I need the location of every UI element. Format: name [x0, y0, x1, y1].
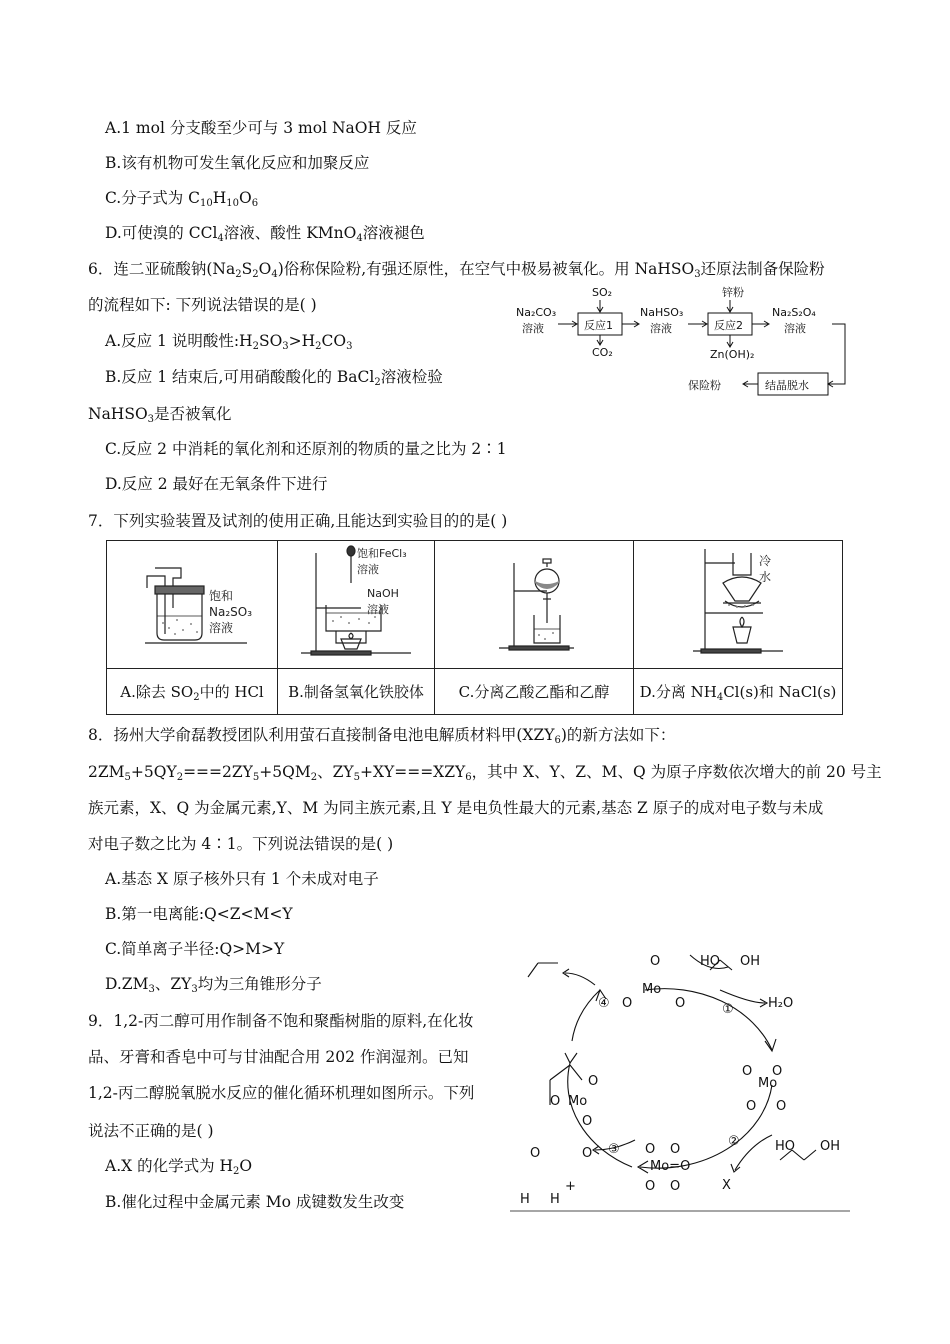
svg-text:饱和FeCl₃: 饱和FeCl₃	[357, 546, 407, 560]
svg-text:O: O	[645, 1142, 656, 1157]
flow-end-label2: 溶液	[784, 322, 806, 335]
svg-text:Mo: Mo	[758, 1076, 778, 1091]
q9-stem-line1: 9．1,2-丙二醇可用作制备不饱和聚酯树脂的原料,在化妆	[88, 1012, 474, 1030]
q8-option-c: C.简单离子半径:Q>M>Y	[105, 940, 285, 958]
q8-stem-line1: 8．扬州大学俞磊教授团队利用萤石直接制备电池电解质材料甲$(XZY_6)$的新方法如下：	[88, 726, 676, 746]
flow-start-label: Na₂CO₃	[516, 306, 557, 319]
svg-text:冷: 冷	[759, 553, 772, 568]
svg-text:NaOH: NaOH	[367, 586, 399, 600]
svg-text:O: O	[742, 1064, 753, 1079]
q7-apparatus-table	[106, 540, 843, 715]
svg-text:Na₂SO₃: Na₂SO₃	[209, 604, 253, 619]
q7-caption-b: B.制备氢氧化铁胶体	[278, 669, 435, 715]
q7-stem: 7．下列实验装置及试剂的使用正确,且能达到实验目的的是( )	[88, 512, 508, 530]
svg-text:④: ④	[598, 996, 610, 1011]
gas-washing-bottle-icon	[117, 548, 267, 658]
q6-option-d: D.反应 2 最好在无氧条件下进行	[105, 475, 328, 493]
svg-text:O: O	[645, 1179, 656, 1194]
svg-text:Mo: Mo	[568, 1094, 588, 1109]
flow-start-label2: 溶液	[522, 322, 544, 335]
q9-option-a: A.X 的化学式为 $H_2O$	[105, 1157, 253, 1177]
svg-text:O: O	[670, 1142, 681, 1157]
flow-cryst-label: 结晶脱水	[765, 379, 809, 392]
q7-caption-c: C.分离乙酸乙酯和乙醇	[435, 669, 634, 715]
q7-cell-apparatus-b	[278, 541, 435, 669]
q8-equation-line: $2ZM_5+5QY_2===2ZY_5+5QM_2$、$ZY_5+XY===XZY_6$，其中 X、Y、Z、M、Q 为原子序数依次增大的前 20 号主	[88, 763, 882, 783]
q9-stem-line3: 1,2-丙二醇脱氧脱水反应的催化循环机理如图所示。下列	[88, 1084, 475, 1102]
svg-text:Mo=O: Mo=O	[650, 1159, 691, 1174]
q7-cell-apparatus-d	[634, 541, 843, 669]
svg-text:O: O	[582, 1146, 593, 1161]
flow-zn-label: 锌粉	[722, 286, 744, 299]
q6-option-a: A.反应 1 说明酸性$:H_2SO_3>H_2CO_3$	[105, 332, 353, 352]
flow-r1-label: 反应1	[584, 319, 613, 332]
svg-text:O: O	[622, 996, 633, 1011]
q8-option-b: B.第一电离能:Q<Z<M<Y	[105, 905, 293, 923]
q8-option-a: A.基态 X 原子核外只有 1 个未成对电子	[105, 870, 379, 888]
svg-text:O: O	[588, 1074, 599, 1089]
svg-text:O: O	[530, 1146, 541, 1161]
svg-text:HO: HO	[700, 954, 721, 969]
q5-option-a: A.1 mol 分支酸至少可与 3 mol NaOH 反应	[105, 119, 417, 137]
q9-stem-line2: 品、牙膏和香皂中可与甘油配合用 202 作润湿剂。已知	[88, 1048, 469, 1066]
q9-stem-line4: 说法不正确的是( )	[88, 1122, 214, 1140]
svg-text:H: H	[550, 1192, 560, 1207]
flow-r2-label: 反应2	[714, 319, 743, 332]
q5-option-b: B.该有机物可发生氧化反应和加聚反应	[105, 154, 370, 172]
q6-option-b: B.反应 1 结束后,可用硝酸酸化的 BaCl$_2$溶液检验	[105, 368, 443, 388]
q8-stem-line3: 族元素，X、Q 为金属元素,Y、M 为同主族元素,且 Y 是电负性最大的元素,基态 Z 原子的成对电子数与未成	[88, 799, 824, 817]
svg-text:O: O	[550, 1094, 561, 1109]
svg-text:①: ①	[722, 1002, 734, 1017]
svg-text:X: X	[722, 1178, 731, 1193]
q6-stem-line1: 6．连二亚硫酸钠$(Na_2S_2O_4)$俗称保险粉,有强还原性，在空气中极易被氧化。用 NaHSO$_3$还原法制备保险粉	[88, 260, 825, 280]
svg-text:溶液: 溶液	[367, 602, 389, 616]
svg-text:O: O	[776, 1099, 787, 1114]
q8-option-d: $D.ZM_3$、$ZY_3$均为三角锥形分子	[105, 975, 322, 995]
flow-end-label: Na₂S₂O₄	[772, 306, 816, 319]
q7-caption-a: A.除去 $SO_2$中的 HCl	[107, 669, 278, 715]
svg-text:O: O	[746, 1099, 757, 1114]
q9-option-b: B.催化过程中金属元素 Mo 成键数发生改变	[105, 1193, 405, 1211]
q6-option-b-cont: NaHSO$_3$是否被氧化	[88, 405, 232, 425]
svg-text:③: ③	[608, 1142, 620, 1157]
flow-co2-label: CO₂	[592, 346, 613, 359]
svg-text:OH: OH	[820, 1139, 841, 1154]
svg-text:O: O	[772, 1064, 783, 1079]
colloid-setup-icon	[281, 543, 431, 663]
q7-cell-apparatus-a	[107, 541, 278, 669]
q5-option-d: D.可使溴的 CCl$_4$溶液、酸性 KMnO$_4$溶液褪色	[105, 224, 425, 244]
svg-text:②: ②	[728, 1134, 740, 1149]
sublimation-setup-icon	[663, 543, 813, 663]
svg-text:O: O	[670, 1179, 681, 1194]
separatory-funnel-icon	[459, 543, 609, 663]
flow-mid-label2: 溶液	[650, 322, 672, 335]
flow-product-label: 保险粉	[688, 379, 721, 392]
svg-text:饱和: 饱和	[209, 588, 234, 603]
q6-stem-line2: 的流程如下: 下列说法错误的是( )	[88, 296, 317, 314]
flow-so2-label: SO₂	[592, 286, 613, 299]
svg-text:H: H	[520, 1192, 530, 1207]
q8-stem-line4: 对电子数之比为 4∶1。下列说法错误的是( )	[88, 835, 394, 853]
svg-text:水: 水	[759, 569, 772, 584]
svg-text:O: O	[675, 996, 686, 1011]
q7-caption-d: D.分离 $NH_4Cl(s)$和 NaCl(s)	[634, 669, 843, 715]
svg-text:H₂O: H₂O	[768, 996, 794, 1011]
svg-text:O: O	[650, 954, 661, 969]
q7-cell-apparatus-c	[435, 541, 634, 669]
svg-text:HO: HO	[775, 1139, 796, 1154]
q6-option-c: C.反应 2 中消耗的氧化剂和还原剂的物质的量之比为 2∶1	[105, 440, 507, 458]
svg-text:O: O	[582, 1114, 593, 1129]
q6-flow-diagram	[510, 282, 855, 400]
flow-mid-label: NaHSO₃	[640, 306, 684, 319]
q5-option-c: C.分子式为 $C_{10}H_{10}O_6$	[105, 189, 259, 209]
svg-text:溶液: 溶液	[209, 620, 234, 635]
svg-text:OH: OH	[740, 954, 761, 969]
svg-text:溶液: 溶液	[357, 562, 379, 576]
svg-text:+: +	[565, 1179, 576, 1194]
flow-znoh-label: Zn(OH)₂	[710, 348, 755, 361]
svg-text:Mo: Mo	[642, 982, 662, 997]
q9-catalytic-cycle-diagram	[510, 945, 855, 1215]
